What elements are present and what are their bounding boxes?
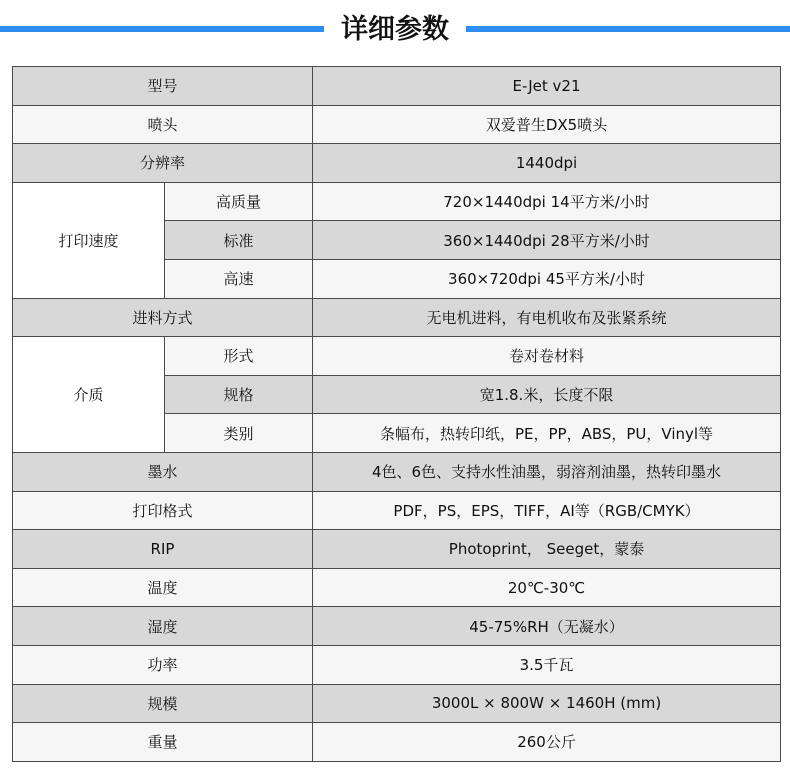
spec-value-temperature: 20℃-30℃: [313, 568, 781, 607]
speed-value-high-speed: 360×720dpi 45平方米/小时: [313, 259, 781, 298]
table-row: [13, 491, 781, 530]
table-row: [13, 723, 781, 762]
spec-value-rip: Photoprint， Seeget，蒙泰: [313, 530, 781, 569]
spec-value-ink: 4色、6色、支持水性油墨，弱溶剂油墨，热转印墨水: [313, 452, 781, 491]
table-row: [13, 144, 781, 183]
table-row: [13, 684, 781, 723]
speed-value-standard: 360×1440dpi 28平方米/小时: [313, 221, 781, 260]
speed-value-high-quality: 720×1440dpi 14平方米/小时: [313, 182, 781, 221]
spec-label-speed: 打印速度: [13, 182, 165, 298]
header-bar-right: [466, 26, 790, 32]
spec-value-format: PDF，PS，EPS，TIFF，AI等（RGB/CMYK）: [313, 491, 781, 530]
media-value-form: 卷对卷材料: [313, 337, 781, 376]
table-row: [13, 452, 781, 491]
spec-label-weight: 重量: [13, 723, 313, 762]
speed-mode-high-speed: 高速: [165, 259, 313, 298]
media-attr-type: 类别: [165, 414, 313, 453]
spec-label-humidity: 湿度: [13, 607, 313, 646]
spec-label-feed: 进料方式: [13, 298, 313, 337]
spec-label-media: 介质: [13, 337, 165, 453]
table-row: [13, 645, 781, 684]
spec-label-head: 喷头: [13, 105, 313, 144]
media-value-type: 条幅布，热转印纸，PE，PP，ABS，PU，Vinyl等: [313, 414, 781, 453]
table-row: [13, 298, 781, 337]
spec-label-temperature: 温度: [13, 568, 313, 607]
section-header: [0, 0, 790, 64]
spec-value-power: 3.5千瓦: [313, 645, 781, 684]
spec-value-resolution: 1440dpi: [313, 144, 781, 183]
page-title: 详细参数: [341, 14, 449, 45]
table-row: [13, 607, 781, 646]
speed-mode-standard: 标准: [165, 221, 313, 260]
table-row: [13, 67, 781, 106]
media-attr-size: 规格: [165, 375, 313, 414]
spec-value-weight: 260公斤: [313, 723, 781, 762]
media-value-size: 宽1.8.米，长度不限: [313, 375, 781, 414]
spec-label-ink: 墨水: [13, 452, 313, 491]
spec-label-power: 功率: [13, 645, 313, 684]
spec-label-resolution: 分辨率: [13, 144, 313, 183]
spec-value-dimensions: 3000L × 800W × 1460H (mm): [313, 684, 781, 723]
header-bar-left: [0, 26, 324, 32]
spec-value-feed: 无电机进料，有电机收布及张紧系统: [313, 298, 781, 337]
table-row: [13, 105, 781, 144]
spec-value-humidity: 45-75%RH（无凝水）: [313, 607, 781, 646]
spec-label-model: 型号: [13, 67, 313, 106]
table-row: [13, 530, 781, 569]
spec-value-model: E-Jet v21: [313, 67, 781, 106]
speed-mode-high-quality: 高质量: [165, 182, 313, 221]
spec-table: [12, 66, 781, 762]
spec-value-head: 双爱普生DX5喷头: [313, 105, 781, 144]
table-row: [13, 568, 781, 607]
table-row: [13, 182, 781, 221]
spec-label-format: 打印格式: [13, 491, 313, 530]
media-attr-form: 形式: [165, 337, 313, 376]
table-row: [13, 337, 781, 376]
spec-label-rip: RIP: [13, 530, 313, 569]
spec-label-dimensions: 规模: [13, 684, 313, 723]
